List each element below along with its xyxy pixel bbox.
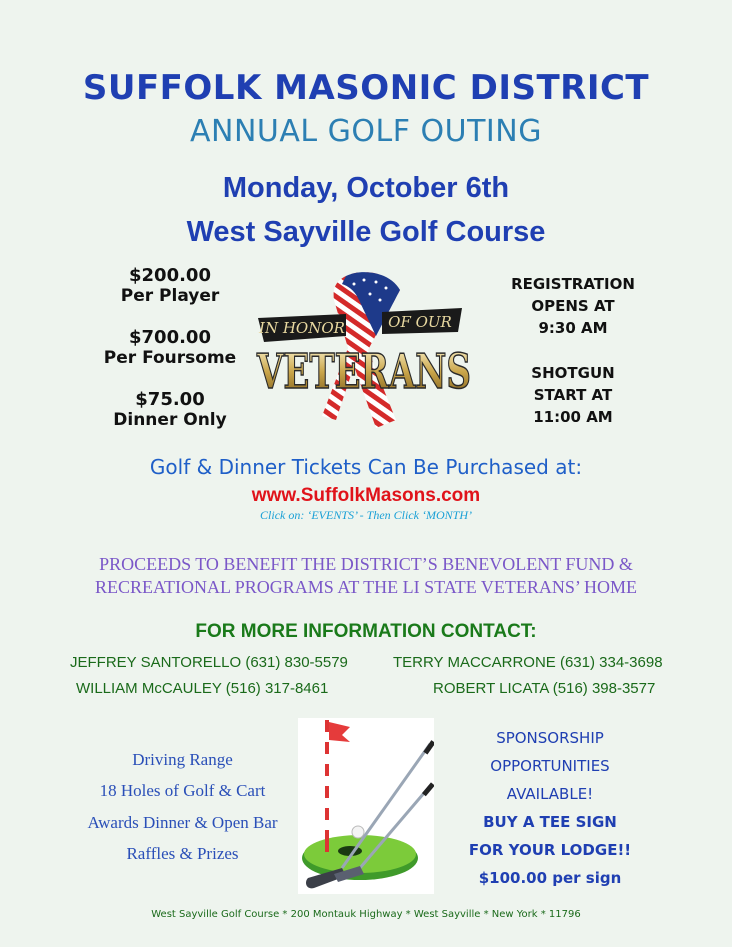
logo-text-right: OF OUR bbox=[388, 313, 452, 331]
registration-time: 9:30 AM bbox=[538, 319, 608, 337]
contact-person: WILLIAM McCAULEY (516) 317-8461 bbox=[76, 680, 329, 697]
price-label: Per Foursome bbox=[103, 348, 237, 368]
price-label: Dinner Only bbox=[113, 410, 227, 430]
price-foursome bbox=[70, 327, 270, 368]
tickets-text: Golf & Dinner Tickets Can Be Purchased at: bbox=[149, 455, 583, 479]
contact-person: TERRY MACCARRONE (631) 334-3698 bbox=[393, 654, 663, 671]
price-dinner bbox=[70, 389, 270, 430]
registration-info bbox=[488, 273, 658, 339]
sponsorship-line: OPPORTUNITIES bbox=[490, 757, 610, 775]
price-label: Per Player bbox=[120, 286, 220, 306]
event-date: Monday, October 6th bbox=[222, 172, 510, 204]
event-title: SUFFOLK MASONIC DISTRICT bbox=[82, 68, 650, 108]
website-instructions: Click on: ‘EVENTS’ - Then Click ‘MONTH’ bbox=[260, 508, 472, 522]
logo-text-left: IN HONOR bbox=[259, 319, 345, 337]
shotgun-time: 11:00 AM bbox=[533, 408, 613, 426]
footer-address: West Sayville Golf Course * 200 Montauk Highway * West Sayville * New York * 11796 bbox=[151, 909, 581, 920]
golf-flag-clubs-illustration bbox=[298, 718, 434, 894]
logo-text-main: VETERANS bbox=[256, 344, 471, 400]
feature-item: Raffles & Prizes bbox=[126, 844, 239, 863]
veterans-ribbon-logo bbox=[250, 270, 478, 432]
shotgun-info bbox=[488, 362, 658, 428]
shotgun-line: SHOTGUN bbox=[531, 364, 615, 382]
contact-person: ROBERT LICATA (516) 398-3577 bbox=[433, 680, 656, 697]
feature-item: Driving Range bbox=[132, 750, 233, 769]
registration-line: REGISTRATION bbox=[511, 275, 635, 293]
shotgun-line: START AT bbox=[533, 386, 613, 404]
feature-item: 18 Holes of Golf & Cart bbox=[99, 781, 266, 800]
proceeds-line-1: PROCEEDS TO BENEFIT THE DISTRICT’S BENEVOLENT FUND & bbox=[99, 554, 633, 574]
event-venue: West Sayville Golf Course bbox=[186, 216, 546, 248]
sponsorship-offer: FOR YOUR LODGE!! bbox=[468, 841, 632, 859]
contact-person: JEFFREY SANTORELLO (631) 830-5579 bbox=[70, 654, 348, 671]
price-amount: $75.00 bbox=[135, 389, 205, 410]
price-amount: $700.00 bbox=[129, 327, 211, 348]
feature-item: Awards Dinner & Open Bar bbox=[87, 813, 278, 832]
registration-line: OPENS AT bbox=[531, 297, 615, 315]
proceeds-line-2: RECREATIONAL PROGRAMS AT THE LI STATE VETERANS’ HOME bbox=[94, 577, 638, 597]
sponsorship-offer: BUY A TEE SIGN bbox=[483, 813, 617, 831]
event-subtitle: ANNUAL GOLF OUTING bbox=[190, 114, 542, 149]
sponsorship-line: SPONSORSHIP bbox=[496, 729, 604, 747]
price-player bbox=[70, 265, 270, 306]
price-amount: $200.00 bbox=[129, 265, 211, 286]
contact-heading: FOR MORE INFORMATION CONTACT: bbox=[195, 621, 537, 642]
sponsorship-price: $100.00 per sign bbox=[478, 869, 622, 887]
sponsorship-line: AVAILABLE! bbox=[506, 785, 594, 803]
website-link[interactable]: www.SuffolkMasons.com bbox=[251, 485, 481, 506]
